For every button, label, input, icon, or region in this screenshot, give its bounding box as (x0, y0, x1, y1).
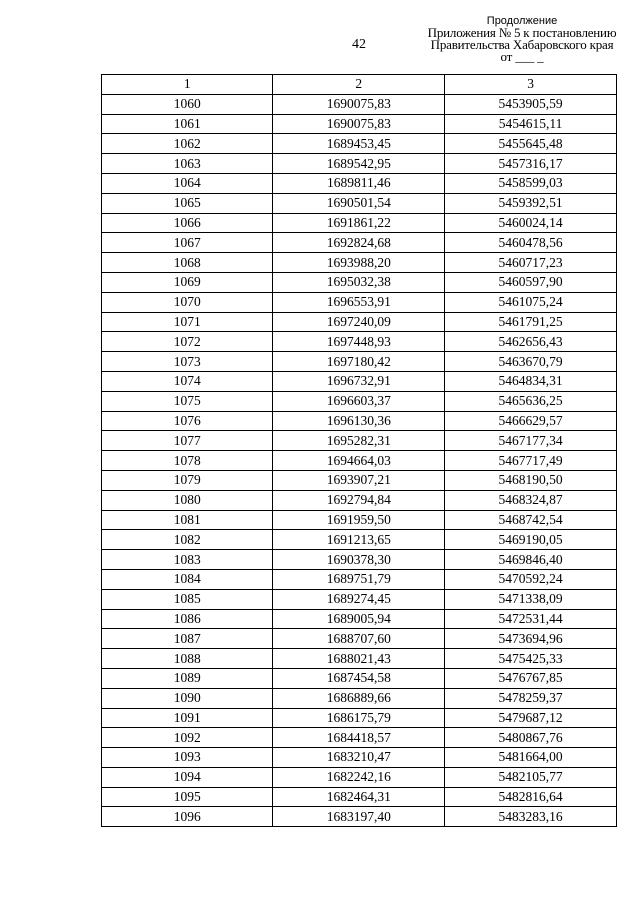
point-number-cell: 1096 (102, 807, 273, 827)
point-number-cell: 1066 (102, 213, 273, 233)
x-coordinate-cell: 1689751,79 (273, 569, 445, 589)
table-row (102, 629, 617, 649)
y-coordinate-cell: 5459392,51 (445, 193, 617, 213)
y-coordinate-cell: 5471338,09 (445, 589, 617, 609)
y-coordinate-cell: 5479687,12 (445, 708, 617, 728)
table-row (102, 253, 617, 273)
x-coordinate-cell: 1691861,22 (273, 213, 445, 233)
table-row (102, 728, 617, 748)
y-coordinate-cell: 5475425,33 (445, 649, 617, 669)
x-coordinate-cell: 1689274,45 (273, 589, 445, 609)
y-coordinate-cell: 5473694,96 (445, 629, 617, 649)
x-coordinate-cell: 1683197,40 (273, 807, 445, 827)
table-row (102, 787, 617, 807)
y-coordinate-cell: 5454615,11 (445, 114, 617, 134)
point-number-cell: 1067 (102, 233, 273, 253)
table-row (102, 530, 617, 550)
table-row (102, 213, 617, 233)
y-coordinate-cell: 5468190,50 (445, 470, 617, 490)
x-coordinate-cell: 1697180,42 (273, 352, 445, 372)
table-row (102, 550, 617, 570)
y-coordinate-cell: 5464834,31 (445, 371, 617, 391)
table-row (102, 332, 617, 352)
table-row (102, 589, 617, 609)
x-coordinate-cell: 1693907,21 (273, 470, 445, 490)
x-coordinate-cell: 1695282,31 (273, 431, 445, 451)
point-number-cell: 1069 (102, 272, 273, 292)
y-coordinate-cell: 5465636,25 (445, 391, 617, 411)
point-number-cell: 1082 (102, 530, 273, 550)
point-number-cell: 1068 (102, 253, 273, 273)
x-coordinate-cell: 1687454,58 (273, 668, 445, 688)
x-coordinate-cell: 1691213,65 (273, 530, 445, 550)
y-coordinate-cell: 5468742,54 (445, 510, 617, 530)
table-body (102, 94, 617, 826)
table-row (102, 94, 617, 114)
y-coordinate-cell: 5478259,37 (445, 688, 617, 708)
table-row (102, 510, 617, 530)
x-coordinate-cell: 1691959,50 (273, 510, 445, 530)
x-coordinate-cell: 1690075,83 (273, 94, 445, 114)
x-coordinate-cell: 1693988,20 (273, 253, 445, 273)
table-row (102, 451, 617, 471)
table-row (102, 411, 617, 431)
x-coordinate-cell: 1686175,79 (273, 708, 445, 728)
point-number-cell: 1095 (102, 787, 273, 807)
y-coordinate-cell: 5460597,90 (445, 272, 617, 292)
y-coordinate-cell: 5462656,43 (445, 332, 617, 352)
x-coordinate-cell: 1690501,54 (273, 193, 445, 213)
y-coordinate-cell: 5481664,00 (445, 748, 617, 768)
point-number-cell: 1061 (102, 114, 273, 134)
x-coordinate-cell: 1688021,43 (273, 649, 445, 669)
table-header-row (102, 75, 617, 95)
point-number-cell: 1071 (102, 312, 273, 332)
point-number-cell: 1074 (102, 371, 273, 391)
x-coordinate-cell: 1684418,57 (273, 728, 445, 748)
table-row (102, 371, 617, 391)
table-row (102, 767, 617, 787)
table-row (102, 272, 617, 292)
y-coordinate-cell: 5460478,56 (445, 233, 617, 253)
y-coordinate-cell: 5469190,05 (445, 530, 617, 550)
point-number-cell: 1090 (102, 688, 273, 708)
x-coordinate-cell: 1697448,93 (273, 332, 445, 352)
y-coordinate-cell: 5482105,77 (445, 767, 617, 787)
y-coordinate-cell: 5472531,44 (445, 609, 617, 629)
x-coordinate-cell: 1682464,31 (273, 787, 445, 807)
appendix-header (416, 15, 628, 63)
point-number-cell: 1077 (102, 431, 273, 451)
x-coordinate-cell: 1682242,16 (273, 767, 445, 787)
table-row (102, 708, 617, 728)
y-coordinate-cell: 5458599,03 (445, 173, 617, 193)
y-coordinate-cell: 5461075,24 (445, 292, 617, 312)
y-coordinate-cell: 5480867,76 (445, 728, 617, 748)
y-coordinate-cell: 5453905,59 (445, 94, 617, 114)
table-row (102, 470, 617, 490)
x-coordinate-cell: 1694664,03 (273, 451, 445, 471)
x-coordinate-cell: 1689453,45 (273, 134, 445, 154)
point-number-cell: 1085 (102, 589, 273, 609)
y-coordinate-cell: 5467717,49 (445, 451, 617, 471)
x-coordinate-cell: 1690378,30 (273, 550, 445, 570)
point-number-cell: 1078 (102, 451, 273, 471)
point-number-cell: 1086 (102, 609, 273, 629)
point-number-cell: 1079 (102, 470, 273, 490)
government-line: Правительства Хабаровского края (430, 37, 614, 52)
point-number-cell: 1064 (102, 173, 273, 193)
y-coordinate-cell: 5455645,48 (445, 134, 617, 154)
table-row (102, 134, 617, 154)
point-number-cell: 1076 (102, 411, 273, 431)
coordinates-table (101, 74, 617, 827)
point-number-cell: 1060 (102, 94, 273, 114)
x-coordinate-cell: 1692794,84 (273, 490, 445, 510)
table-row (102, 649, 617, 669)
point-number-cell: 1083 (102, 550, 273, 570)
point-number-cell: 1094 (102, 767, 273, 787)
x-coordinate-cell: 1690075,83 (273, 114, 445, 134)
x-coordinate-cell: 1692824,68 (273, 233, 445, 253)
point-number-cell: 1087 (102, 629, 273, 649)
y-coordinate-cell: 5470592,24 (445, 569, 617, 589)
point-number-cell: 1091 (102, 708, 273, 728)
point-number-cell: 1084 (102, 569, 273, 589)
table-row (102, 292, 617, 312)
y-coordinate-cell: 5460024,14 (445, 213, 617, 233)
y-coordinate-cell: 5461791,25 (445, 312, 617, 332)
table-row (102, 173, 617, 193)
point-number-cell: 1093 (102, 748, 273, 768)
y-coordinate-cell: 5483283,16 (445, 807, 617, 827)
y-coordinate-cell: 5466629,57 (445, 411, 617, 431)
column-header-3: 3 (445, 75, 617, 95)
table-row (102, 668, 617, 688)
table-row (102, 114, 617, 134)
page-number: 42 (352, 37, 366, 52)
x-coordinate-cell: 1695032,38 (273, 272, 445, 292)
point-number-cell: 1088 (102, 649, 273, 669)
point-number-cell: 1081 (102, 510, 273, 530)
point-number-cell: 1063 (102, 154, 273, 174)
point-number-cell: 1073 (102, 352, 273, 372)
x-coordinate-cell: 1686889,66 (273, 688, 445, 708)
date-line: от ___ _ (500, 49, 544, 64)
point-number-cell: 1075 (102, 391, 273, 411)
x-coordinate-cell: 1689811,46 (273, 173, 445, 193)
x-coordinate-cell: 1689542,95 (273, 154, 445, 174)
table-row (102, 431, 617, 451)
table-row (102, 312, 617, 332)
table-row (102, 748, 617, 768)
x-coordinate-cell: 1696130,36 (273, 411, 445, 431)
point-number-cell: 1092 (102, 728, 273, 748)
x-coordinate-cell: 1696603,37 (273, 391, 445, 411)
table-row (102, 352, 617, 372)
appendix-line: Приложения № 5 к постановлению (427, 25, 617, 40)
y-coordinate-cell: 5469846,40 (445, 550, 617, 570)
point-number-cell: 1072 (102, 332, 273, 352)
table-row (102, 807, 617, 827)
x-coordinate-cell: 1683210,47 (273, 748, 445, 768)
table-row (102, 154, 617, 174)
x-coordinate-cell: 1689005,94 (273, 609, 445, 629)
table-row (102, 391, 617, 411)
table-row (102, 569, 617, 589)
y-coordinate-cell: 5468324,87 (445, 490, 617, 510)
continuation-label: Продолжение (486, 15, 558, 27)
table-row (102, 609, 617, 629)
point-number-cell: 1089 (102, 668, 273, 688)
x-coordinate-cell: 1688707,60 (273, 629, 445, 649)
table-row (102, 233, 617, 253)
x-coordinate-cell: 1697240,09 (273, 312, 445, 332)
table-row (102, 490, 617, 510)
table-row (102, 193, 617, 213)
x-coordinate-cell: 1696553,91 (273, 292, 445, 312)
x-coordinate-cell: 1696732,91 (273, 371, 445, 391)
column-header-2: 2 (273, 75, 445, 95)
table-row (102, 688, 617, 708)
column-header-1: 1 (102, 75, 273, 95)
y-coordinate-cell: 5463670,79 (445, 352, 617, 372)
y-coordinate-cell: 5476767,85 (445, 668, 617, 688)
point-number-cell: 1080 (102, 490, 273, 510)
point-number-cell: 1062 (102, 134, 273, 154)
y-coordinate-cell: 5467177,34 (445, 431, 617, 451)
y-coordinate-cell: 5460717,23 (445, 253, 617, 273)
point-number-cell: 1070 (102, 292, 273, 312)
y-coordinate-cell: 5457316,17 (445, 154, 617, 174)
y-coordinate-cell: 5482816,64 (445, 787, 617, 807)
point-number-cell: 1065 (102, 193, 273, 213)
